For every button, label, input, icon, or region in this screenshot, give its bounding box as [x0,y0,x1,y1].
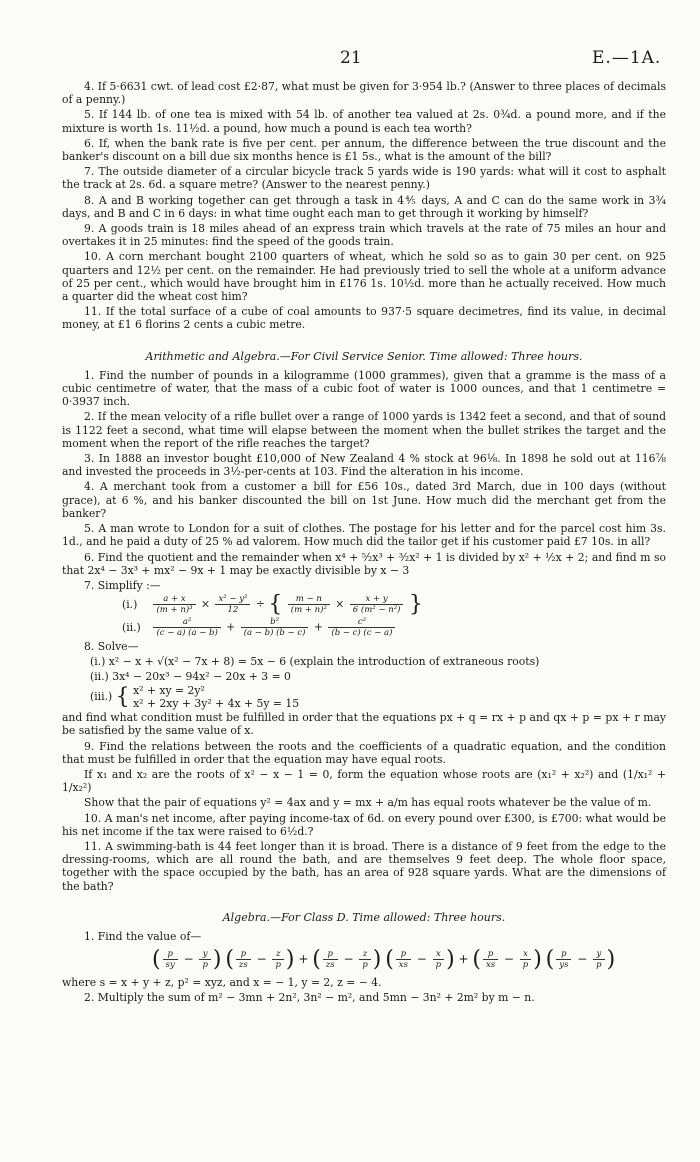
simplify-expression-i: (i.) $\frac{a + x}{\text{(m + n)³}}$ × $\frac{\text{x² − y²}}{12}$ ÷ { $\frac{m - n}{\text{(m + n)²}}$ × $\frac{x + y}{\text{6 (m² − n²)}}$ } [122,592,423,617]
question: 2. If the mean velocity of a rifle bullet over a range of 1000 yards is 1342 feet a second, and that of sound is 1122 feet a second, what time will elapse between the moment when the bullet strikes the target and the moment when the report of the rifle reaches the target? [62,410,666,450]
item-label: (i.) [122,597,138,611]
question: 11. If the total surface of a cube of coal amounts to 937·5 square decimetres, find its value, in decimal money, at £1 6 florins 2 cents a cubic metre. [62,305,666,332]
question: 10. A corn merchant bought 2100 quarters of wheat, which he sold so as to gain 30 per cent. on 925 quarters and 12½ per cent. on the remainder. He had previously tried to sell the whole at a uniform advance of 25 per cent., which would have brought him in £176 1s. 10½d. more than he actually received. How much a quarter did the wheat cost him? [62,250,666,304]
equation: x² + xy = 2y² [133,683,205,697]
section-title: Algebra.—For Class D. Time allowed: Three hours. [222,910,506,924]
simplify-expression-ii: (ii.) $\frac{\text{a²}}{(c - a) (a - b)}$ + $\frac{\text{b²}}{(a - b) (b - c)}$ + $\frac{\text{c²}}{(b - c) (c - a)}$ [122,617,666,638]
question-text: and find what condition must be fulfilled in order that the equations px + q = rx + p and qx + p = px + r may be satisfied by the same value of x. [62,711,666,738]
question: If x₁ and x₂ are the roots of x² − x − 1 = 0, form the equation whose roots are (x₁² + x₂²) and (1/x₁² + 1/x₂²) [62,767,666,795]
question: 4. A merchant took from a customer a bill for £56 10s., dated 3rd March, due in 100 days (without grace), at 6 %, and his banker discounted the bill on 1st June. How much did the merchant get from the banker? [62,480,666,520]
question: 5. A man wrote to London for a suit of clothes. The postage for his letter and for the parcel cost him 3s. 1d., and he paid a duty of 25 % ad valorem. How much did the tailor get if his customer paid £7 10s. in all? [62,522,666,549]
expression-display: ( $\frac{p}{sy}$ − $\frac{y}{p}$ ) ( $\frac{p}{zs}$ − $\frac{z}{p}$ ) + ( $\frac{p}{zs}$ − $\frac{z}{p}$ ) ( $\frac{p}{xs}$ − $\frac{x}{p}$ ) + ( $\frac{p}{xs}$ − $\frac{x}{p}$ ) ( $\frac{p}{ys}$ − $\frac{y}{p}$ ) [152,947,616,973]
question: Show that the pair of equations y² = 4ax and y = mx + a/m has equal roots whatever be the value of m. [84,796,652,810]
question: 2. Multiply the sum of m² − 3mn + 2n², 3n² − m², and 5mn − 3n² + 2m² by m − n. [84,991,535,1005]
equation: x² + 2xy + 3y² + 4x + 5y = 15 [133,696,300,710]
equation-system: (iii.) { x² + xy = 2y² x² + 2xy + 3y² + 4x + 5y = 15 [90,683,300,710]
question: 8. Solve— [84,640,139,654]
question: 8. A and B working together can get through a task in 4⅘ days, A and C can do the same work in 3¾ days, and B and C in 6 days: in what time ought each man to get through it working by himself? [62,193,666,220]
item-label: (ii.) [122,620,141,634]
question: 6. If, when the bank rate is five per cent. per annum, the difference between the true discount and the banker's discount on a bill due six months hence is £1 5s., what is the amount of the bill? [62,136,666,164]
page-number: 21 [340,48,362,68]
question: 6. Find the quotient and the remainder when x⁴ + ⁵⁄₂x³ + ³⁄₂x² + 1 is divided by x² + ½x + 2; and find m so that 2x⁴ − 3x³ + mx² − 9x + 1 may be exactly divisible by x − 3 [62,550,666,577]
question: 10. A man's net income, after paying income-tax of 6d. on every pound over £300, is £700: what would be his net income if the tax were raised to 6½d.? [62,811,666,838]
item-label: (iii.) [90,689,113,703]
question: 9. A goods train is 18 miles ahead of an express train which travels at the rate of 75 miles an hour and overtakes it in 25 minutes: find the speed of the goods train. [62,222,666,249]
equation: (ii.) 3x⁴ − 20x³ − 94x² − 20x + 3 = 0 [90,669,291,683]
document-body [62,80,666,1007]
question: 4. If 5·6631 cwt. of lead cost £2·87, what must be given for 3·954 lb.? (Answer to three places of decimals of a penny.) [62,80,666,107]
question: 11. A swimming-bath is 44 feet longer than it is broad. There is a distance of 9 feet from the edge to the dressing-rooms, which are all round the bath, and are themselves 9 feet deep. The whole floor space, together with the space occupied by the bath, has an area of 928 square yards. What are the dimensions of the bath? [62,839,666,893]
question-text: where s = x + y + z, p² = xyz, and x = − 1, y = 2, z = − 4. [62,976,382,990]
question: 5. If 144 lb. of one tea is mixed with 54 lb. of another tea valued at 2s. 0¾d. a pound more, and if the mixture is worth 1s. 11½d. a pound, how much a pound is each tea worth? [62,108,666,135]
question: 9. Find the relations between the roots and the coefficients of a quadratic equation, and the condition that must be fulfilled in order that the equation may have equal roots. [62,739,666,766]
question: 7. Simplify :— [84,578,161,592]
equation: (i.) x² − x + √(x² − 7x + 8) = 5x − 6 (explain the introduction of extraneous roots) [90,655,540,669]
section-title: Arithmetic and Algebra.—For Civil Service Senior. Time allowed: Three hours. [145,349,583,363]
question: 3. In 1888 an investor bought £10,000 of New Zealand 4 % stock at 96⅛. In 1898 he sold out at 116⅞ and invested the proceeds in 3½-per-cents at 103. Find the alteration in his income. [62,452,666,479]
document-code: E.—1A. [592,48,662,68]
question: 1. Find the value of— [84,929,202,943]
question: 1. Find the number of pounds in a kilogramme (1000 grammes), given that a gramme is the mass of a cubic centimetre of water, that the mass of a cubic foot of water is 1000 ounces, and that 1 centimetre = 0·3937 inch. [62,368,666,409]
question: 7. The outside diameter of a circular bicycle track 5 yards wide is 190 yards: what will it cost to asphalt the track at 2s. 6d. a square metre? (Answer to the nearest penny.) [62,165,666,192]
